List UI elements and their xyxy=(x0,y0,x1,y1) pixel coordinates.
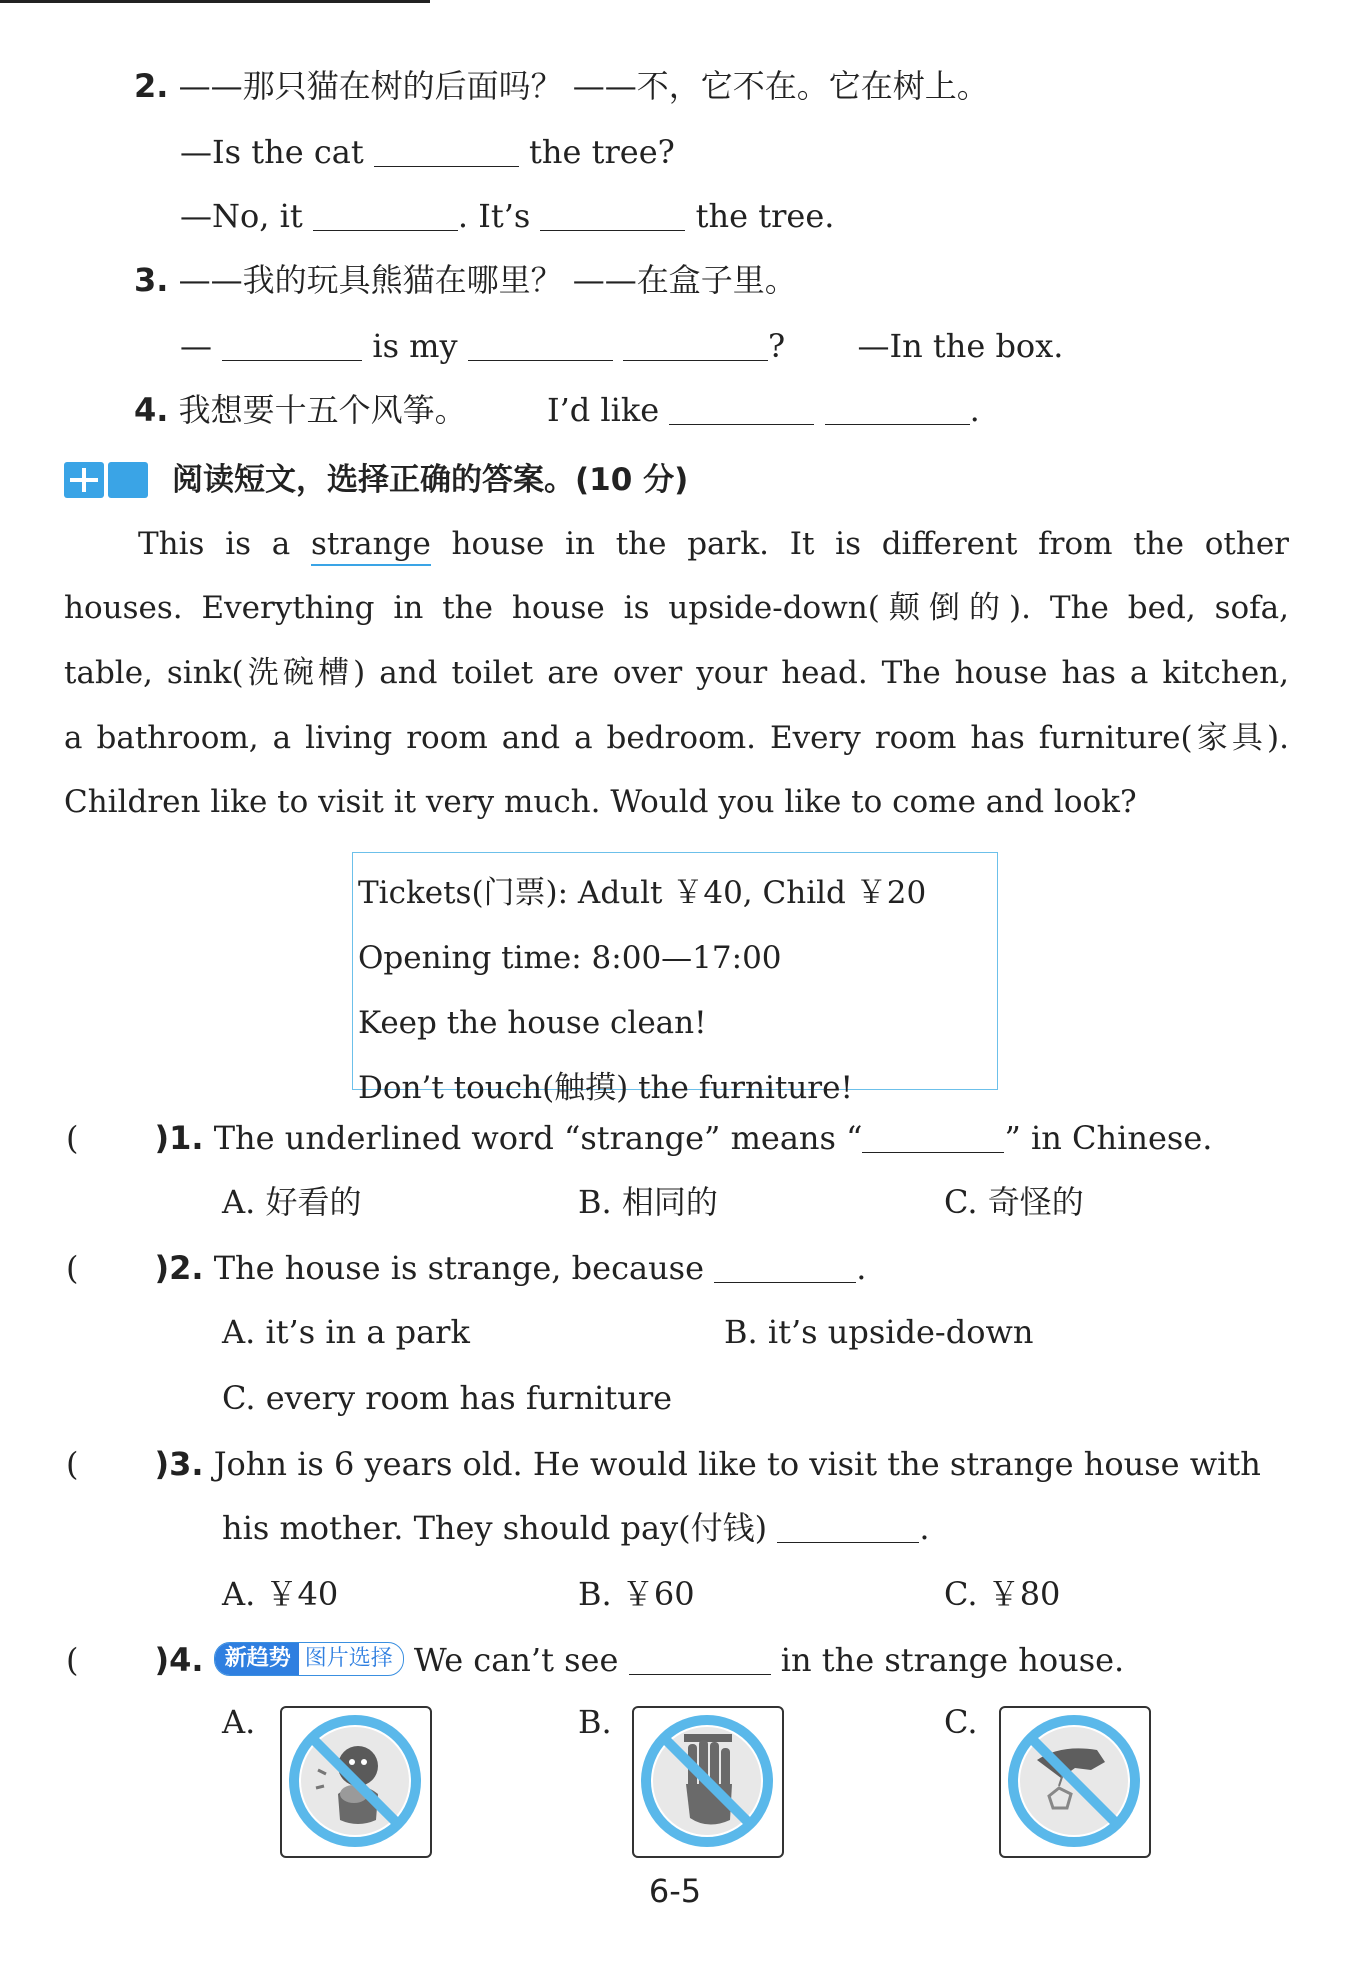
answer-blank[interactable] xyxy=(623,330,768,361)
notice-opening-time: Opening time: 8:00—17:00 xyxy=(358,940,782,976)
q2-english-line-1 xyxy=(180,132,675,172)
question-stem: John is 6 years old. He would like to visit the strange house with xyxy=(213,1445,1261,1483)
passage-text: This is a xyxy=(138,526,291,562)
notice-box xyxy=(352,852,998,1106)
q3-chinese-text: ——我的玩具熊猫在哪里？ ——在盒子里。 xyxy=(178,261,797,299)
mc-question-1 xyxy=(66,1118,1212,1158)
question-stem: . xyxy=(856,1249,867,1287)
trend-tag xyxy=(214,1642,404,1676)
q4-end: . xyxy=(969,391,980,429)
question-stem: . xyxy=(919,1509,930,1547)
answer-blank[interactable] xyxy=(862,1122,1004,1153)
q2-line1-pre: —Is the cat xyxy=(180,133,364,171)
passage-line-5: Children like to visit it very much. Would you like to come and look? xyxy=(64,784,1137,820)
q3-dash: — xyxy=(180,327,212,365)
answer-blank[interactable] xyxy=(825,394,970,425)
underlined-word: strange xyxy=(311,526,431,566)
passage-line-2: houses. Everything in the house is upside-down(颠倒的). The bed, sofa, xyxy=(64,590,1289,626)
answer-paren[interactable]: ( xyxy=(66,1249,79,1287)
option-a[interactable]: A. 好看的 xyxy=(222,1183,362,1221)
page-number: 6-5 xyxy=(648,1872,702,1910)
option-c[interactable]: C. 奇怪的 xyxy=(944,1183,1084,1221)
q2-english-line-2 xyxy=(180,196,834,236)
option-c[interactable]: C. ￥80 xyxy=(944,1575,1061,1613)
option-b[interactable]: B. xyxy=(578,1703,612,1741)
trend-tag-label: 新趋势 xyxy=(215,1643,299,1675)
answer-paren[interactable]: ( xyxy=(66,1445,79,1483)
option-a-picture[interactable] xyxy=(280,1706,432,1858)
mc-question-3-line-2 xyxy=(222,1508,929,1548)
question-number: )1. xyxy=(154,1119,204,1157)
passage-line-1 xyxy=(64,512,1289,577)
answer-blank[interactable] xyxy=(777,1512,919,1543)
question-number: )2. xyxy=(154,1249,204,1287)
question-stem: The house is strange, because xyxy=(213,1249,705,1287)
option-a[interactable]: A. xyxy=(222,1703,256,1741)
question-stem: his mother. They should pay(付钱) xyxy=(222,1509,768,1547)
mc-question-4 xyxy=(66,1640,1124,1680)
answer-paren[interactable]: ( xyxy=(66,1641,79,1679)
q2-line2-b: . It’s xyxy=(457,197,531,235)
answer-blank[interactable] xyxy=(629,1644,771,1675)
option-c[interactable]: C. every room has furniture xyxy=(222,1379,673,1417)
answer-blank[interactable] xyxy=(714,1252,856,1283)
question-stem: We can’t see xyxy=(413,1641,619,1679)
question-stem: The underlined word “strange” means “ xyxy=(213,1119,863,1157)
question-number: )3. xyxy=(154,1445,204,1483)
answer-blank[interactable] xyxy=(468,330,613,361)
q2-line2-c: the tree. xyxy=(695,197,835,235)
top-rule xyxy=(0,0,430,3)
passage-line-4: a bathroom, a living room and a bedroom. Every room has furniture(家具). xyxy=(64,720,1289,756)
option-b[interactable]: B. 相同的 xyxy=(578,1183,718,1221)
option-b[interactable]: B. it’s upside-down xyxy=(724,1313,1034,1351)
q4-number: 4. xyxy=(134,391,169,429)
answer-blank[interactable] xyxy=(313,200,458,231)
q2-line1-post: the tree? xyxy=(529,133,675,171)
mc-question-3 xyxy=(66,1444,1261,1484)
notice-keep-clean: Keep the house clean! xyxy=(358,1005,707,1041)
no-touching-sign-icon xyxy=(634,1708,781,1855)
answer-blank[interactable] xyxy=(540,200,685,231)
passage-line-3: table, sink(洗碗槽) and toilet are over your head. The house has a kitchen, xyxy=(64,655,1289,691)
q2-number: 2. xyxy=(134,67,169,105)
q3-english-line xyxy=(180,326,1063,366)
no-littering-sign-icon xyxy=(1001,1708,1148,1855)
answer-blank[interactable] xyxy=(374,136,519,167)
q4-chinese-text: 我想要十五个风筝。 xyxy=(178,391,467,429)
option-b[interactable]: B. ￥60 xyxy=(578,1575,695,1613)
notice-tickets: Tickets(门票): Adult ￥40, Child ￥20 xyxy=(358,875,927,911)
q3-end: ? xyxy=(767,327,786,365)
answer-paren[interactable]: ( xyxy=(66,1119,79,1157)
notice-dont-touch: Don’t touch(触摸) the furniture! xyxy=(358,1070,853,1106)
q3-answer: —In the box. xyxy=(857,327,1064,365)
section-number-badge xyxy=(64,462,148,498)
option-c-picture[interactable] xyxy=(999,1706,1151,1858)
q2-line2-a: —No, it xyxy=(180,197,303,235)
mc-question-2 xyxy=(66,1248,866,1288)
question-stem: in the strange house. xyxy=(780,1641,1125,1679)
option-a[interactable]: A. it’s in a park xyxy=(222,1313,470,1351)
option-a[interactable]: A. ￥40 xyxy=(222,1575,339,1613)
answer-blank[interactable] xyxy=(222,330,362,361)
answer-blank[interactable] xyxy=(669,394,814,425)
section-title: 阅读短文，选择正确的答案。(10 分) xyxy=(172,462,689,498)
q3-mid: is my xyxy=(372,327,458,365)
q2-chinese-line xyxy=(134,66,989,106)
q2-chinese-text: ——那只猫在树的后面吗？ ——不，它不在。它在树上。 xyxy=(178,67,989,105)
no-eating-sign-icon xyxy=(282,1708,429,1855)
question-stem: ” in Chinese. xyxy=(1004,1119,1213,1157)
q4-line xyxy=(134,390,980,430)
q3-chinese-line xyxy=(134,260,797,300)
option-c[interactable]: C. xyxy=(944,1703,978,1741)
question-number: )4. xyxy=(154,1641,204,1679)
option-b-picture[interactable] xyxy=(632,1706,784,1858)
passage-text: house in the park. It is different from the other xyxy=(451,526,1289,562)
q3-number: 3. xyxy=(134,261,169,299)
trend-tag-type: 图片选择 xyxy=(304,1645,393,1671)
q4-english-text: I’d like xyxy=(546,391,660,429)
